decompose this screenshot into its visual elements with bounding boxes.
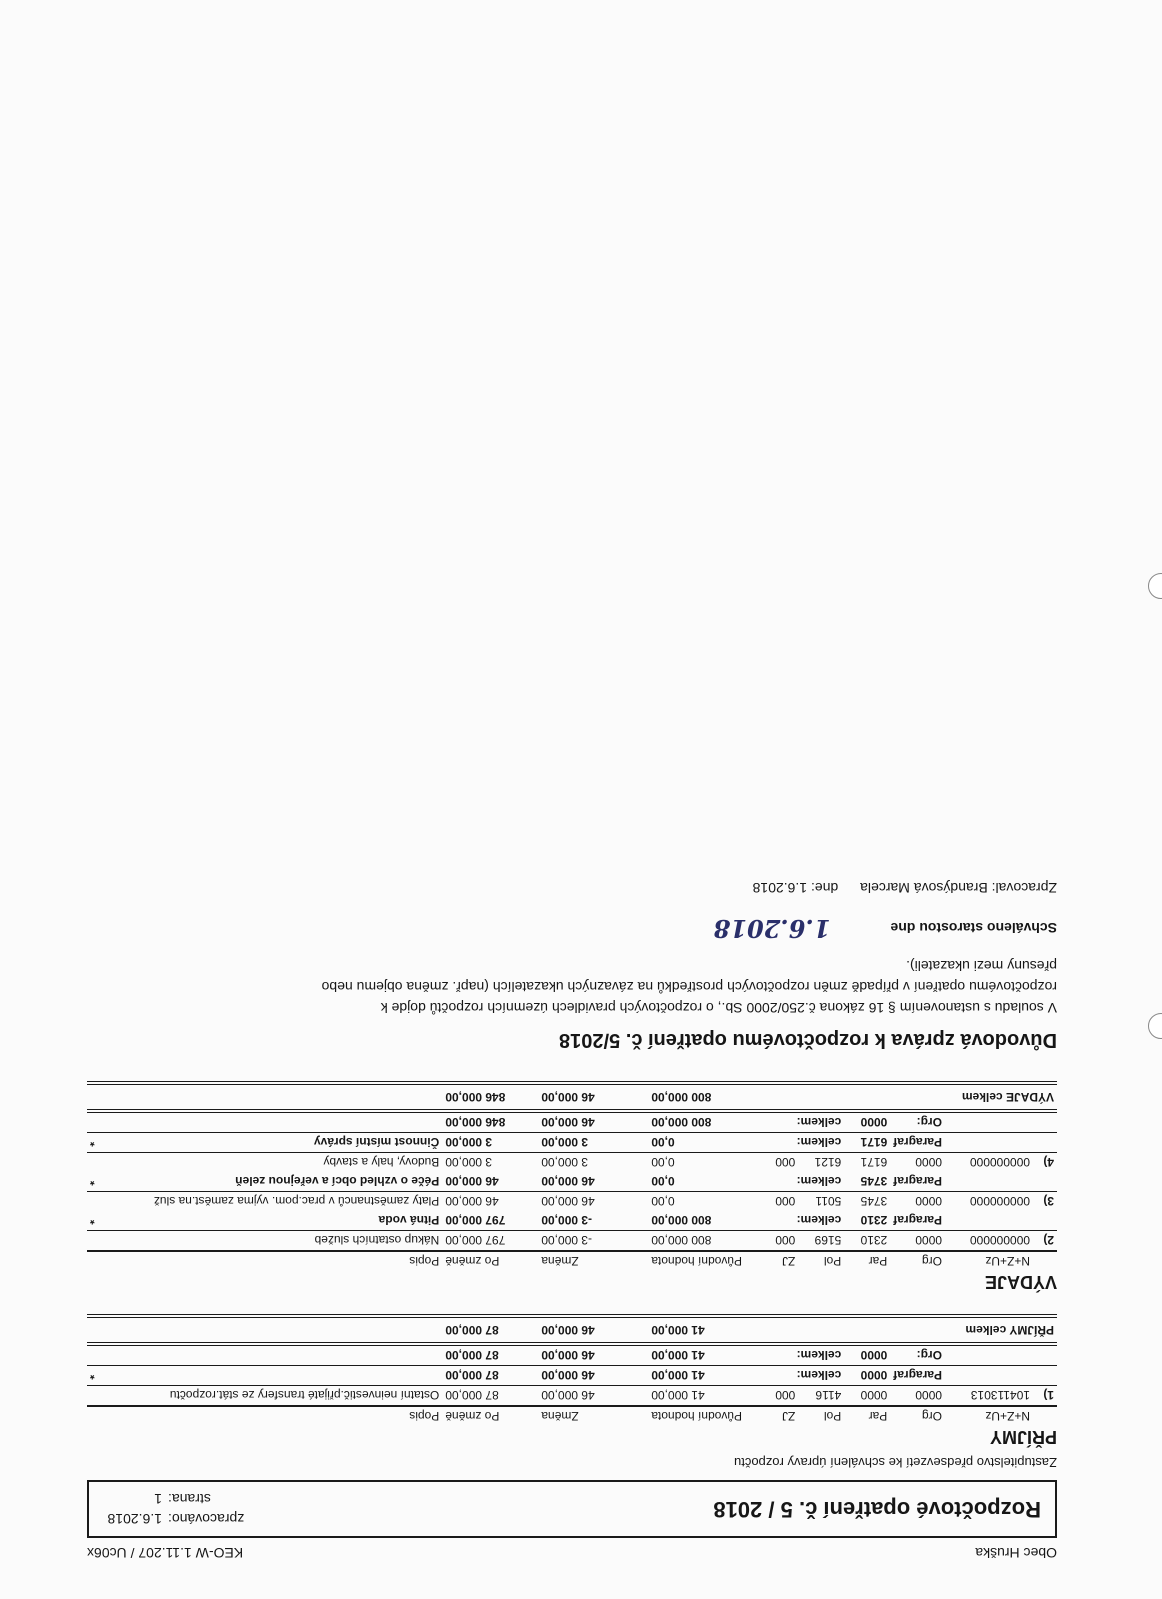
col-after: Po změně	[442, 1406, 538, 1426]
row-original: 800 000,00	[651, 1233, 712, 1248]
sum-after: 87 000,00	[442, 1366, 538, 1386]
table-row	[87, 1231, 1057, 1252]
row-desc: Nákup ostatních služeb	[314, 1233, 440, 1248]
sum-desc: Pitná voda	[107, 1211, 442, 1231]
sum-suffix: celkem:	[758, 1366, 844, 1386]
sum-label: Org:	[890, 1344, 945, 1366]
sum-original: 800 000,00	[648, 1211, 758, 1231]
row-zj: 000	[775, 1155, 796, 1170]
expenses-total-after: 846 000,00	[442, 1083, 538, 1111]
col-par: Par	[844, 1251, 890, 1271]
prepared-by-line	[87, 880, 1057, 896]
expenses-total-label: VÝDAJE celkem	[758, 1083, 1057, 1111]
sum-after: 3 000,00	[442, 1133, 538, 1153]
col-org: Org	[890, 1406, 945, 1426]
col-pol: Pol	[798, 1251, 844, 1271]
approved-label: Schváleno starostou dne	[890, 920, 1057, 937]
col-change: Změna	[538, 1251, 648, 1271]
sum-original: 0,00	[648, 1172, 758, 1192]
row-zj: 000	[775, 1233, 796, 1248]
row-change: 3 000,00	[541, 1155, 589, 1170]
col-desc: Popis	[107, 1251, 442, 1271]
sum-suffix: celkem:	[758, 1172, 844, 1192]
row-desc: Platy zaměstnanců v prac.pom. vyjma zaměst.na služ	[153, 1194, 440, 1209]
col-change: Změna	[538, 1406, 648, 1426]
row-number: 1)	[1043, 1388, 1054, 1403]
sum-original: 41 000,00	[648, 1344, 758, 1366]
processed-label: zpracováno:	[168, 1511, 245, 1527]
report-title: Důvodová zpráva k rozpočtovému opatření č. 5/2018	[559, 1029, 1057, 1051]
income-total-original: 41 000,00	[648, 1316, 758, 1344]
sum-suffix: celkem:	[758, 1111, 844, 1133]
row-par: 2310	[860, 1233, 888, 1248]
row-after: 797 000,00	[445, 1233, 506, 1248]
row-pol: 5169	[814, 1233, 842, 1248]
expenses-total-change: 46 000,00	[538, 1083, 648, 1111]
sum-change: 46 000,00	[538, 1111, 648, 1133]
sum-label: Paragraf	[890, 1366, 945, 1386]
income-total-change: 46 000,00	[538, 1316, 648, 1344]
row-original: 0,00	[651, 1155, 675, 1170]
sum-after: 87 000,00	[442, 1344, 538, 1366]
sum-label: Paragraf	[890, 1172, 945, 1192]
col-par: Par	[844, 1406, 890, 1426]
row-pol: 4116	[815, 1388, 842, 1403]
table-row	[87, 1386, 1057, 1407]
row-zj: 000	[775, 1388, 796, 1403]
sum-after: 46 000,00	[442, 1172, 538, 1192]
prepared-date: dne: 1.6.2018	[752, 880, 839, 896]
sum-star: *	[87, 1133, 107, 1153]
row-desc: Budovy, haly a stavby	[323, 1155, 440, 1170]
sum-change: 3 000,00	[538, 1133, 648, 1153]
row-org: 0000	[915, 1194, 942, 1209]
row-par: 3745	[860, 1194, 888, 1209]
sum-suffix: celkem:	[758, 1344, 844, 1366]
row-pol: 6121	[814, 1155, 842, 1170]
row-zj: 000	[775, 1194, 796, 1209]
row-par: 0000	[860, 1388, 888, 1403]
document-header	[87, 1545, 1057, 1561]
paragraph-sum-row	[87, 1133, 1057, 1153]
table-row	[87, 1153, 1057, 1173]
sum-code: 0000	[844, 1111, 890, 1133]
punch-hole-icon	[1148, 573, 1162, 599]
row-code: 000000000	[969, 1194, 1030, 1209]
col-after: Po změně	[442, 1251, 538, 1271]
table-row	[87, 1192, 1057, 1212]
col-original: Původní hodnota	[648, 1406, 758, 1426]
income-table	[87, 1314, 1057, 1426]
document-title: Rozpočtové opatření č. 5 / 2018	[713, 1497, 1041, 1522]
row-pol: 5011	[815, 1194, 842, 1209]
paragraph-sum-row	[87, 1172, 1057, 1192]
col-code: N+Z+Uz	[945, 1406, 1033, 1426]
page-number: 1	[154, 1491, 162, 1507]
row-org: 0000	[915, 1233, 942, 1248]
approval-line	[87, 914, 1057, 943]
report-text: V souladu s ustanovením § 16 zákona č.250/2000 Sb., o rozpočtových pravidlech územních rozpočtů dojde k rozpočtovému opatření v případě změn rozpočtových prostředků na závazných ukazatelích (např. změna objemu nebo přesuny mezi ukazateli).	[321, 958, 1057, 1016]
row-org: 0000	[915, 1155, 942, 1170]
sum-suffix: celkem:	[758, 1133, 844, 1153]
sum-desc: Péče o vzhled obcí a veřejnou zeleň	[107, 1172, 442, 1192]
row-par: 6171	[860, 1155, 888, 1170]
row-org: 0000	[915, 1388, 942, 1403]
row-after: 87 000,00	[445, 1388, 499, 1403]
paragraph-sum-row	[87, 1366, 1057, 1386]
col-pol: Pol	[798, 1406, 844, 1426]
sum-code: 0000	[844, 1366, 890, 1386]
col-zj: ZJ	[758, 1406, 798, 1426]
sum-original: 800 000,00	[648, 1111, 758, 1133]
sum-code: 0000	[844, 1344, 890, 1366]
sum-change: -3 000,00	[538, 1211, 648, 1231]
income-total-row	[87, 1316, 1057, 1344]
sum-change: 46 000,00	[538, 1344, 648, 1366]
income-heading: PŘÍJMY	[989, 1427, 1057, 1447]
income-column-header	[87, 1406, 1057, 1426]
row-after: 46 000,00	[445, 1194, 499, 1209]
row-code: 104113013	[970, 1388, 1030, 1403]
row-code: 000000000	[969, 1155, 1030, 1170]
sum-star: *	[87, 1211, 107, 1231]
org-sum-row	[87, 1111, 1057, 1133]
processed-date: 1.6.2018	[107, 1511, 162, 1527]
row-change: 46 000,00	[541, 1194, 595, 1209]
sum-after: 846 000,00	[442, 1111, 538, 1133]
expenses-total-row	[87, 1083, 1057, 1111]
approval-note: Zastupitelstvo předsevzetí ke schválení úpravy rozpočtu	[734, 1455, 1057, 1470]
income-total-label: PŘÍJMY celkem	[758, 1316, 1057, 1344]
col-zj: ZJ	[758, 1251, 798, 1271]
sum-label: Org:	[890, 1111, 945, 1133]
prepared-by: Zpracoval: Brandýsová Marcela	[860, 880, 1057, 896]
sum-original: 41 000,00	[648, 1366, 758, 1386]
punch-hole-icon	[1148, 1013, 1162, 1039]
sum-after: 797 000,00	[442, 1211, 538, 1231]
row-code: 000000000	[969, 1233, 1030, 1248]
expenses-heading: VÝDAJE	[984, 1272, 1057, 1292]
sum-label: Paragraf	[890, 1211, 945, 1231]
income-total-after: 87 000,00	[442, 1316, 538, 1344]
page-label: strana:	[168, 1491, 211, 1507]
sum-star: *	[87, 1172, 107, 1192]
col-org: Org	[890, 1251, 945, 1271]
sum-label: Paragraf	[890, 1133, 945, 1153]
row-original: 0,00	[651, 1194, 675, 1209]
col-desc: Popis	[107, 1406, 442, 1426]
sum-code: 6171	[844, 1133, 890, 1153]
sum-change: 46 000,00	[538, 1366, 648, 1386]
sum-code: 2310	[844, 1211, 890, 1231]
document-meta	[103, 1489, 253, 1529]
sum-change: 46 000,00	[538, 1172, 648, 1192]
row-number: 2)	[1043, 1233, 1054, 1248]
expenses-table	[87, 1081, 1057, 1271]
title-box	[87, 1480, 1057, 1538]
handwritten-date-signature: 1.6.2018	[713, 914, 831, 943]
org-sum-row	[87, 1344, 1057, 1366]
sum-star: *	[87, 1366, 107, 1386]
row-desc: Ostatní neinvestič.přijaté transfery ze stát.rozpočtu	[169, 1388, 440, 1403]
row-original: 41 000,00	[651, 1388, 705, 1403]
sum-code: 3745	[844, 1172, 890, 1192]
software-version: KEO-W 1.11.207 / Uc06x	[87, 1545, 244, 1561]
row-after: 3 000,00	[445, 1155, 493, 1170]
col-original: Původní hodnota	[648, 1251, 758, 1271]
row-number: 3)	[1043, 1194, 1054, 1209]
sum-original: 0,00	[648, 1133, 758, 1153]
budget-measure-document	[87, 880, 1057, 1561]
row-number: 4)	[1043, 1155, 1054, 1170]
municipality-name: Obec Hruška	[975, 1545, 1057, 1561]
row-change: 46 000,00	[541, 1388, 595, 1403]
expenses-column-header	[87, 1251, 1057, 1271]
row-change: -3 000,00	[541, 1233, 593, 1248]
paragraph-sum-row	[87, 1211, 1057, 1231]
col-code: N+Z+Uz	[945, 1251, 1033, 1271]
sum-suffix: celkem:	[758, 1211, 844, 1231]
expenses-total-original: 800 000,00	[648, 1083, 758, 1111]
sum-desc: Činnost místní správy	[107, 1133, 442, 1153]
